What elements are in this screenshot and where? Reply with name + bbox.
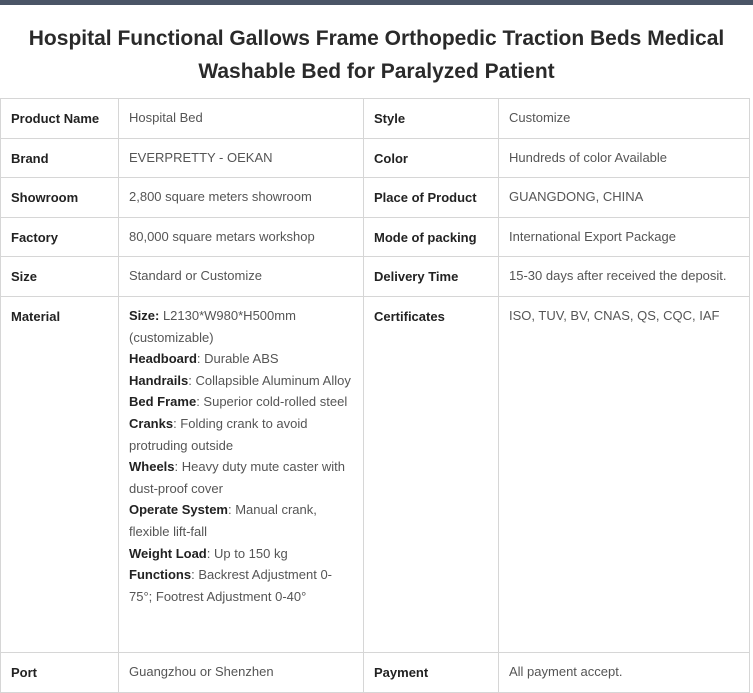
material-line: Functions: Backrest Adjustment 0-75°; Footrest Adjustment 0-40° — [129, 567, 333, 604]
value-mode-of-packing: International Export Package — [499, 217, 750, 257]
title-line-1: Hospital Functional Gallows Frame Orthopedic Traction Beds Medical — [28, 27, 725, 50]
table-row — [1, 217, 750, 257]
title-line-2: Washable Bed for Paralyzed Patient — [198, 60, 555, 83]
table-row — [1, 138, 750, 178]
label-payment: Payment — [364, 652, 499, 692]
label-port: Port — [1, 652, 119, 692]
material-line: Cranks: Folding crank to avoid protruding outside — [129, 415, 308, 453]
material-line: Handrails: Collapsible Aluminum Alloy — [129, 372, 351, 388]
table-row — [1, 178, 750, 218]
value-color: Hundreds of color Available — [499, 138, 750, 178]
label-certificates: Certificates — [364, 296, 499, 652]
material-line: Bed Frame: Superior cold-rolled steel — [129, 394, 348, 410]
material-line: Headboard: Durable ABS — [129, 351, 279, 367]
label-delivery-time: Delivery Time — [364, 257, 499, 297]
material-line: Wheels: Heavy duty mute caster with dust-proof cover — [129, 459, 346, 496]
material-line: Weight Load: Up to 150 kg — [129, 545, 288, 561]
table-row — [1, 257, 750, 297]
label-material: Material — [1, 296, 119, 652]
value-material — [119, 296, 364, 652]
label-product-name: Product Name — [1, 99, 119, 139]
page-title — [0, 5, 753, 81]
label-factory: Factory — [1, 217, 119, 257]
material-line: Operate System: Manual crank, flexible lift-fall — [129, 502, 317, 539]
label-size: Size — [1, 257, 119, 297]
value-product-name: Hospital Bed — [119, 99, 364, 139]
table-row — [1, 652, 750, 692]
value-delivery-time: 15-30 days after received the deposit. — [499, 257, 750, 297]
label-place-of-product: Place of Product — [364, 178, 499, 218]
value-brand: EVERPRETTY - OEKAN — [119, 138, 364, 178]
table-row — [1, 296, 750, 652]
value-size: Standard or Customize — [119, 257, 364, 297]
value-certificates: ISO, TUV, BV, CNAS, QS, CQC, IAF — [499, 296, 750, 652]
label-color: Color — [364, 138, 499, 178]
label-mode-of-packing: Mode of packing — [364, 217, 499, 257]
value-place-of-product: GUANGDONG, CHINA — [499, 178, 750, 218]
value-factory: 80,000 square metars workshop — [119, 217, 364, 257]
spec-table — [0, 98, 750, 693]
value-showroom: 2,800 square meters showroom — [119, 178, 364, 218]
label-brand: Brand — [1, 138, 119, 178]
material-line: Size: L2130*W980*H500mm (customizable) — [129, 307, 296, 345]
value-port: Guangzhou or Shenzhen — [119, 652, 364, 692]
label-showroom: Showroom — [1, 178, 119, 218]
value-style: Customize — [499, 99, 750, 139]
table-row — [1, 99, 750, 139]
value-payment: All payment accept. — [499, 652, 750, 692]
label-style: Style — [364, 99, 499, 139]
